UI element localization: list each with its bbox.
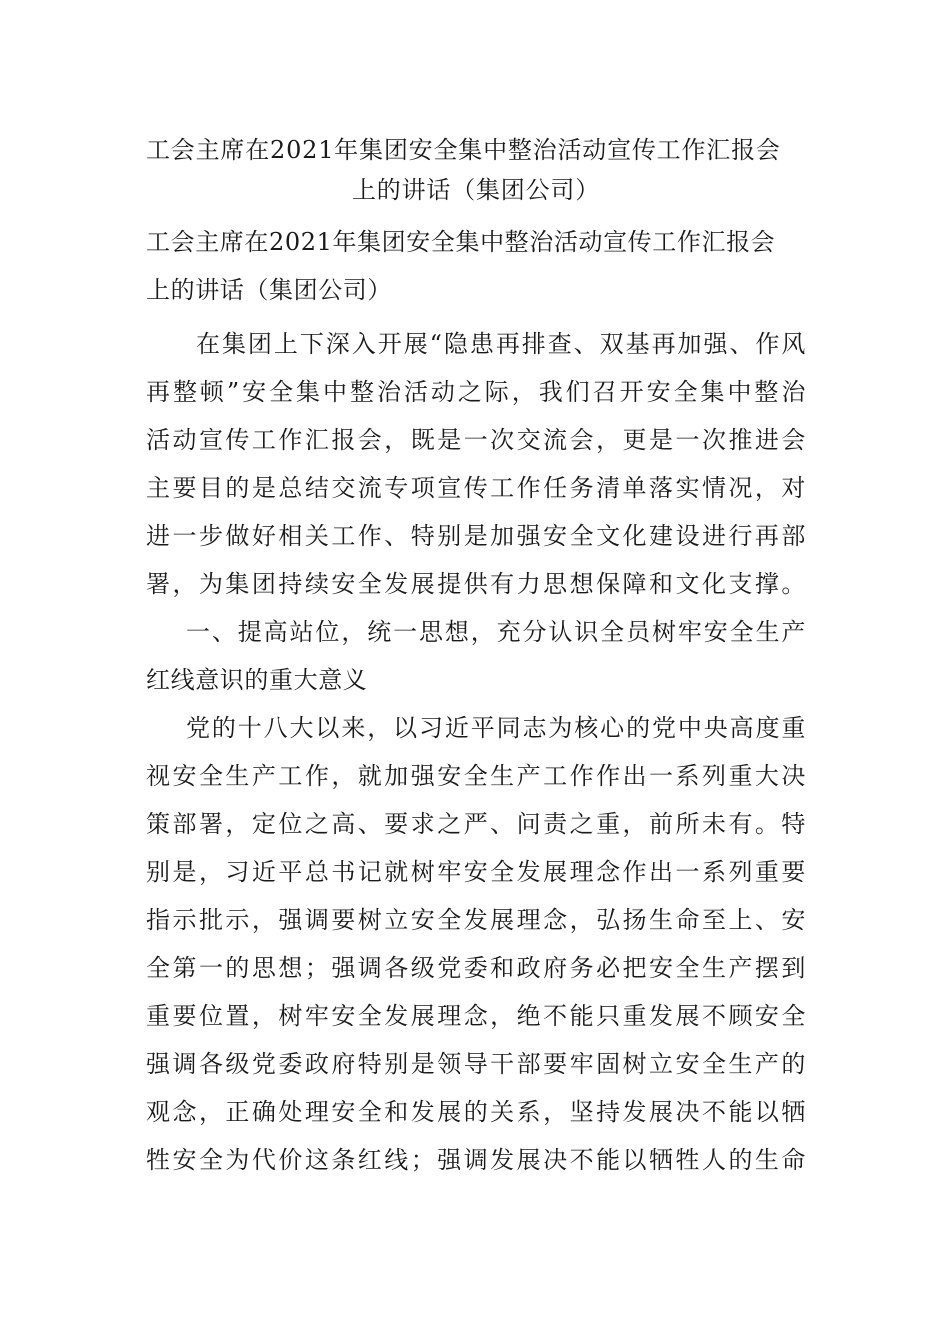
paragraph-line: 视安全生产工作，就加强安全生产工作作出一系列重大决: [146, 762, 806, 790]
subtitle-line-2: 上的讲话（集团公司）: [146, 276, 392, 304]
title-line-1: 工会主席在2021年集团安全集中整治活动宣传工作汇报会: [146, 136, 781, 164]
paragraph-line: 强调各级党委政府特别是领导干部要牢固树立安全生产的: [146, 1050, 806, 1078]
subtitle-line-1: 工会主席在2021年集团安全集中整治活动宣传工作汇报会: [146, 228, 776, 256]
heading-line: 一、提高站位，统一思想，充分认识全员树牢安全生产: [186, 618, 806, 646]
paragraph-intro: [146, 320, 806, 608]
title-line-2: 上的讲话（集团公司）: [352, 176, 600, 204]
paragraph-line: 主要目的是总结交流专项宣传工作任务清单落实情况，对: [146, 474, 806, 502]
paragraph-body-1: [146, 704, 806, 1184]
paragraph-line: 重要位置，树牢安全发展理念，绝不能只重发展不顾安全: [146, 1002, 806, 1030]
paragraph-line: 观念，正确处理安全和发展的关系，坚持发展决不能以牺: [146, 1098, 806, 1126]
paragraph-line: 再整顿”安全集中整治活动之际，我们召开安全集中整治: [146, 378, 806, 406]
paragraph-line: 党的十八大以来，以习近平同志为核心的党中央高度重: [186, 714, 806, 742]
paragraph-line: 指示批示，强调要树立安全发展理念，弘扬生命至上、安: [146, 906, 806, 934]
paragraph-line: 进一步做好相关工作、特别是加强安全文化建设进行再部: [146, 522, 806, 550]
heading-line: 红线意识的重大意义: [146, 666, 368, 694]
document-subtitle: [146, 218, 806, 314]
section-heading-1: [146, 608, 806, 704]
paragraph-line: 全第一的思想；强调各级党委和政府务必把安全生产摆到: [146, 954, 806, 982]
paragraph-line: 署，为集团持续安全发展提供有力思想保障和文化支撑。: [146, 570, 806, 598]
paragraph-line: 在集团上下深入开展“隐患再排查、双基再加强、作风: [196, 330, 806, 358]
paragraph-line: 别是，习近平总书记就树牢安全发展理念作出一系列重要: [146, 858, 806, 886]
document-title: [146, 130, 806, 210]
paragraph-line: 活动宣传工作汇报会，既是一次交流会，更是一次推进会: [146, 426, 806, 454]
paragraph-line: 策部署，定位之高、要求之严、问责之重，前所未有。特: [146, 810, 806, 838]
document-body: [146, 130, 806, 1184]
paragraph-line: 牲安全为代价这条红线；强调发展决不能以牺牲人的生命: [146, 1146, 806, 1174]
